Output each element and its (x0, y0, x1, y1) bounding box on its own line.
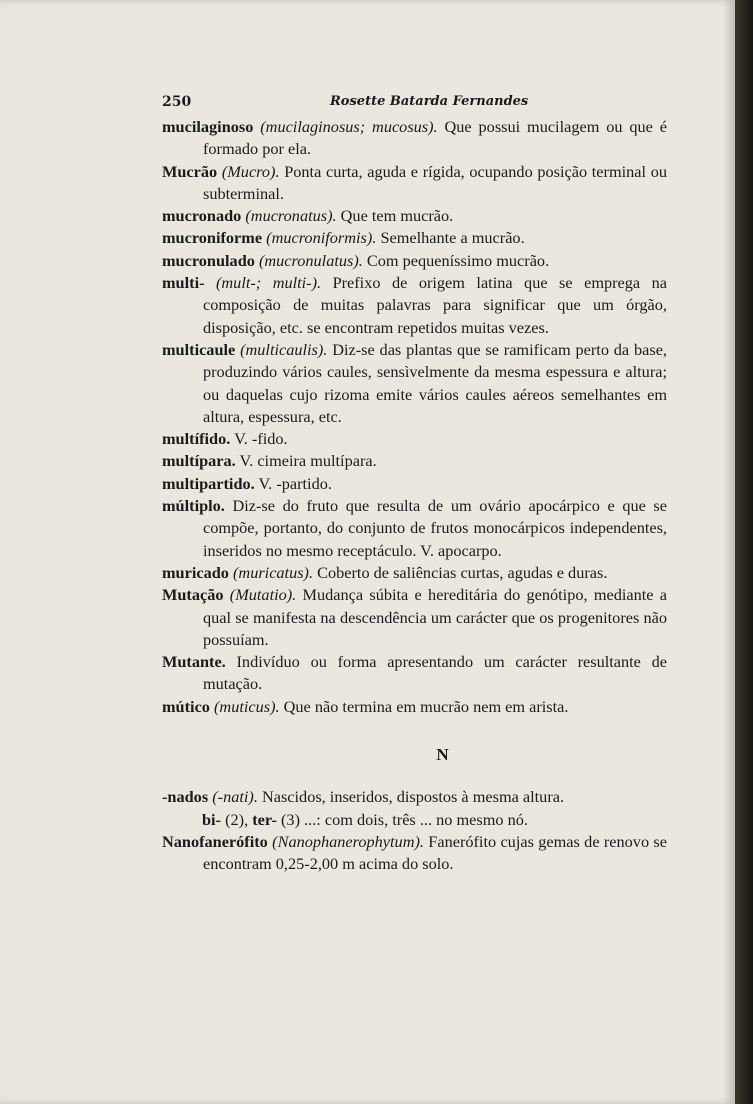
entry-term: mucroniforme (162, 228, 263, 248)
entry-latin: (Nanophanerophytum). (272, 831, 424, 851)
entry-latin: (mucronatus). (245, 206, 337, 226)
entry-definition: Mudança súbita e hereditária do genótipo, mediante a qual se manifesta na descendência um carácter que os progenitores não possuíam. (203, 585, 667, 649)
entry-term: Mutação (162, 585, 224, 605)
entry-term: mucilaginoso (162, 117, 254, 136)
entry-definition: Semelhante a mucrão. (380, 228, 525, 248)
sub-term-2: ter- (252, 809, 277, 829)
entry-latin: (-nati). (212, 787, 258, 807)
glossary-entry (162, 786, 667, 808)
entry-term: mucronulado (162, 250, 255, 270)
glossary-entry (162, 339, 667, 428)
glossary-entry (162, 205, 667, 227)
entry-definition: Prefixo de origem latina que se emprega na composição de muitas palavras para significar que um órgão, disposição, etc. se encontram repetidos muitas vezes. (203, 273, 667, 337)
glossary-entry (162, 227, 667, 249)
entry-latin: (multicaulis). (240, 339, 328, 359)
entry-term: multipartido. (162, 473, 255, 493)
entry-term: Mutante. (162, 652, 226, 672)
entry-term: múltiplo. (162, 496, 225, 516)
glossary-entry (162, 696, 667, 718)
entry-term: muricado (162, 562, 229, 582)
entry-definition: V. -partido. (258, 473, 332, 493)
entry-term: multífido. (162, 429, 231, 449)
entry-latin: (Mutatio). (229, 585, 297, 605)
entry-definition: Ponta curta, aguda e rígida, ocupando posição terminal ou subterminal. (203, 161, 667, 203)
glossary-entry (162, 161, 667, 206)
entry-definition: V. cimeira multípara. (239, 451, 377, 471)
section-letter: N (436, 745, 449, 765)
glossary-entry (162, 584, 667, 651)
entry-term: multípara. (162, 451, 236, 471)
book-spine-edge (735, 0, 753, 1104)
entry-definition: Que tem mucrão. (340, 206, 454, 226)
sub-mid-1: (2), (225, 809, 249, 829)
entry-latin: (mult-; multi-). (216, 273, 322, 293)
entry-definition: Nascidos, inseridos, dispostos à mesma altura. (261, 787, 565, 807)
entry-definition: Com pequeníssimo mucrão. (366, 250, 550, 270)
entry-term: mútico (162, 696, 210, 716)
page-number: 250 (162, 94, 192, 110)
entry-term: Nanofanerófito (162, 831, 268, 851)
entry-nanofanerofito (162, 831, 667, 876)
entry-definition: Coberto de saliências curtas, agudas e duras. (317, 562, 608, 582)
entry-definition: Diz-se do fruto que resulta de um ovário apocárpico e que se compõe, portanto, do conjunto de frutos monocárpicos independentes, inseridos no mesmo receptáculo. V. apocarpo. (203, 496, 667, 560)
entry-term: -nados (162, 787, 209, 807)
entry-term: Mucrão (162, 161, 218, 181)
entry-term: multicaule (162, 339, 236, 359)
entry-list (162, 116, 667, 718)
glossary-entry (162, 495, 667, 562)
entry-term: multi- (162, 273, 205, 293)
entry-term: mucronado (162, 206, 242, 226)
sub-term-1: bi- (202, 809, 222, 829)
page-header (162, 94, 667, 110)
entry-latin: (muticus). (214, 696, 280, 716)
entry-latin: (Mucro). (221, 161, 280, 181)
glossary-entry (162, 562, 667, 584)
glossary-text (162, 116, 667, 876)
entry-latin: (muricatus). (233, 562, 314, 582)
glossary-entry (162, 116, 667, 161)
glossary-entry (162, 473, 667, 495)
entry-definition: Indivíduo ou forma apresentando um carácter resultante de mutação. (203, 652, 668, 694)
entry-definition: Que não termina em mucrão nem em arista. (283, 696, 569, 716)
sub-mid-2: (3) ...: com dois, três ... no mesmo nó. (281, 809, 528, 829)
n-entry-list (162, 786, 667, 808)
entry-definition: V. -fido. (234, 429, 288, 449)
sub-line (202, 809, 667, 831)
entry-definition: Diz-se das plantas que se ramificam perto da base, produzindo vários caules, sensìvelmente da mesma espessura e altura; ou daquelas cujo rizoma emite vários caules aéreos semelhantes em altura, espessura, etc. (203, 339, 667, 426)
glossary-entry (162, 450, 667, 472)
glossary-entry (162, 272, 667, 339)
entry-latin: (mucilaginosus; mucosus). (260, 117, 438, 136)
glossary-entry (162, 250, 667, 272)
running-title: Rosette Batarda Fernandes (330, 94, 529, 109)
entry-latin: (mucronulatus). (258, 250, 363, 270)
entry-definition: Que possui mucilagem ou que é formado por ela. (203, 117, 668, 159)
entry-definition: Fanerófito cujas gemas de renovo se encontram 0,25-2,00 m acima do solo. (203, 831, 667, 874)
glossary-entry (162, 651, 667, 696)
glossary-entry (162, 428, 667, 450)
entry-latin: (mucroniformis). (266, 228, 377, 248)
